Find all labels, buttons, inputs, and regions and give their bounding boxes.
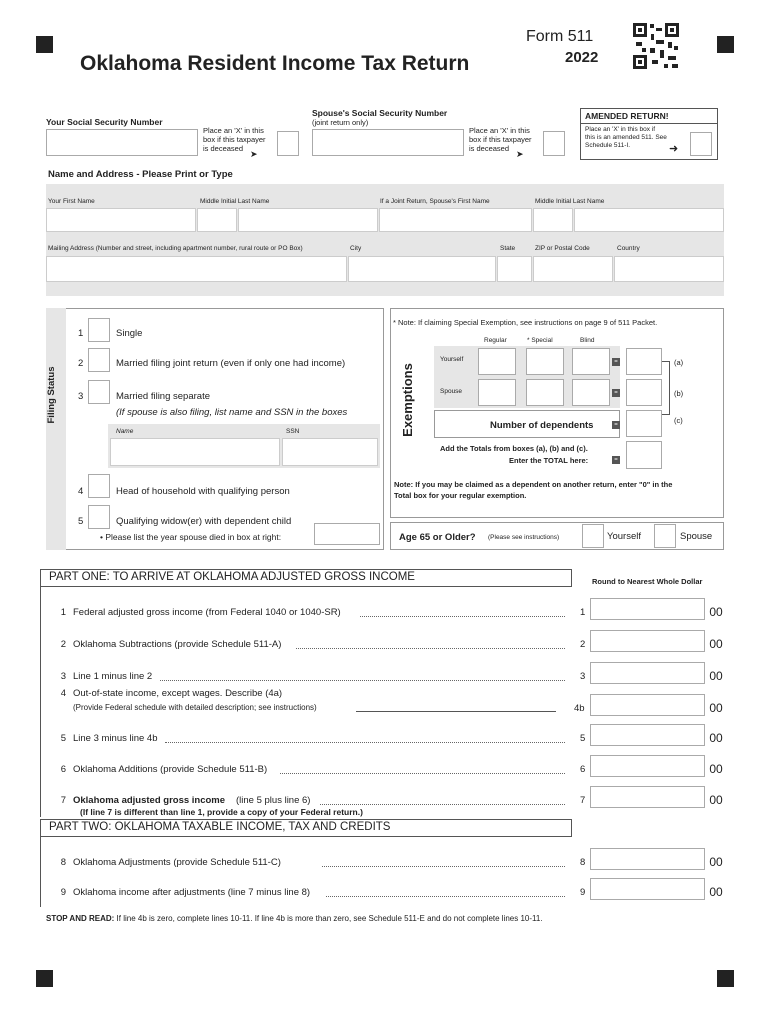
arrow-right-icon: ➤ — [250, 149, 258, 159]
line-7-label-rest: (line 5 plus line 6) — [236, 795, 311, 806]
first-name-label: Your First Name — [48, 198, 95, 205]
filing-status-side-label: Filing Status — [46, 366, 57, 424]
amended-checkbox[interactable] — [690, 132, 712, 156]
age-65-yourself-label: Yourself — [607, 531, 641, 542]
totals-instruction: Add the Totals from boxes (a), (b) and (c). — [440, 444, 588, 453]
leader-dots — [296, 648, 565, 649]
last-name-input[interactable] — [238, 208, 378, 232]
spouse-deceased-note: Place an 'X' in this box if this taxpayer is deceased — [469, 126, 532, 153]
qualifying-widow-label: Qualifying widow(er) with dependent child — [116, 516, 292, 527]
line-box-number: 2 — [580, 639, 586, 650]
total-bracket — [662, 361, 670, 415]
line-3-label: Line 1 minus line 2 — [73, 671, 153, 682]
line-4-note: (Provide Federal schedule with detailed description; see instructions) — [73, 703, 317, 712]
line-number: 3 — [60, 671, 66, 682]
equals-icon: = — [612, 358, 620, 366]
leader-dots — [280, 773, 565, 774]
middle-initial-input[interactable] — [197, 208, 237, 232]
spouse-first-name-input[interactable] — [379, 208, 532, 232]
exemption-total-input[interactable] — [626, 441, 662, 469]
line-6-label: Oklahoma Additions (provide Schedule 511-B) — [73, 764, 268, 775]
age-65-label: Age 65 or Older? — [399, 532, 476, 543]
filing-status-number: 1 — [78, 328, 84, 339]
head-household-label: Head of household with qualifying person — [116, 486, 290, 497]
line-number: 4 — [60, 688, 66, 699]
line-2-label: Oklahoma Subtractions (provide Schedule 511-A) — [73, 639, 282, 650]
line-4a-description-input[interactable] — [356, 711, 556, 712]
spouse-deceased-checkbox[interactable] — [543, 131, 565, 156]
leader-dots — [320, 804, 565, 805]
registration-mark — [36, 36, 53, 53]
your-ssn-input[interactable] — [46, 129, 198, 156]
your-ssn-label: Your Social Security Number — [46, 117, 163, 127]
stop-and-read-label: STOP AND READ: — [46, 914, 115, 923]
line-7-amount-input[interactable] — [590, 786, 705, 808]
spouse-middle-initial-input[interactable] — [533, 208, 573, 232]
line-7-note: (If line 7 is different than line 1, provide a copy of your Federal return.) — [80, 807, 363, 817]
line-box-number: 7 — [580, 795, 586, 806]
yourself-row-label: Yourself — [440, 356, 464, 363]
registration-mark — [717, 970, 734, 987]
yourself-special-input[interactable] — [526, 348, 564, 375]
spouse-first-label: If a Joint Return, Spouse's First Name — [380, 198, 490, 205]
line-9-amount-input[interactable] — [590, 878, 705, 900]
yourself-blind-input[interactable] — [572, 348, 610, 375]
leader-dots — [322, 866, 565, 867]
equals-icon: = — [612, 389, 620, 397]
filing-status-number: 2 — [78, 358, 84, 369]
line-4b-amount-input[interactable] — [590, 694, 705, 716]
state-input[interactable] — [497, 256, 532, 282]
qualifying-widow-checkbox[interactable] — [88, 505, 110, 529]
country-label: Country — [617, 245, 640, 252]
line-2-amount-input[interactable] — [590, 630, 705, 652]
part-one-rule — [40, 587, 41, 817]
cents-label: 00 — [709, 701, 723, 715]
single-label: Single — [116, 328, 143, 339]
line-number: 7 — [60, 795, 66, 806]
age-65-spouse-checkbox[interactable] — [654, 524, 676, 548]
spouse-regular-input[interactable] — [478, 379, 516, 406]
tag-b: (b) — [674, 389, 684, 398]
line-1-label: Federal adjusted gross income (from Federal 1040 or 1040-SR) — [73, 607, 341, 618]
form-year: 2022 — [565, 49, 599, 66]
part-two-rule — [40, 837, 41, 907]
exemption-b-total[interactable] — [626, 379, 662, 406]
spouse-ssn-label: Spouse's Social Security Number — [312, 108, 448, 118]
leader-dots — [326, 896, 565, 897]
form-title: Oklahoma Resident Income Tax Return — [80, 52, 470, 75]
married-separate-label: Married filing separate — [116, 391, 210, 402]
exemption-c-total[interactable] — [626, 410, 662, 437]
special-exemption-note: * Note: If claiming Special Exemption, see instructions on page 9 of 511 Packet. — [393, 318, 658, 327]
line-8-label: Oklahoma Adjustments (provide Schedule 511-C) — [73, 857, 281, 868]
state-label: State — [500, 245, 516, 252]
deceased-note: Place an 'X' in this box if this taxpayer is deceased — [203, 126, 266, 153]
equals-icon: = — [612, 421, 620, 429]
blind-col-label: Blind — [580, 337, 595, 344]
yourself-regular-input[interactable] — [478, 348, 516, 375]
deceased-checkbox[interactable] — [277, 131, 299, 156]
stop-and-read-text: If line 4b is zero, complete lines 10-11. If line 4b is more than zero, see Schedule 511-E and do not complete lines 10-11. — [116, 914, 543, 923]
part-two-header — [40, 819, 572, 837]
line-box-number: 1 — [580, 607, 586, 618]
spouse-middle-last-label: Middle Initial Last Name — [535, 198, 605, 205]
zip-input[interactable] — [533, 256, 613, 282]
arrow-right-icon: ➜ — [669, 143, 679, 155]
line-5-label: Line 3 minus line 4b — [73, 733, 158, 744]
cents-label: 00 — [709, 793, 723, 807]
leader-dots — [165, 742, 565, 743]
line-6-amount-input[interactable] — [590, 755, 705, 777]
first-name-input[interactable] — [46, 208, 196, 232]
spouse-name-input[interactable] — [110, 438, 280, 466]
dependent-note: Note: If you may be claimed as a dependent on another return, enter "0" in the — [394, 480, 673, 489]
line-8-amount-input[interactable] — [590, 848, 705, 870]
exemptions-side-label: Exemptions — [400, 363, 415, 437]
leader-dots — [360, 616, 565, 617]
head-household-checkbox[interactable] — [88, 474, 110, 498]
middle-last-label: Middle Initial Last Name — [200, 198, 270, 205]
age-65-sub: (Please see instructions) — [488, 534, 560, 541]
dependents-label: Number of dependents — [490, 420, 594, 431]
line-number: 9 — [60, 887, 66, 898]
mailing-label: Mailing Address (Number and street, including apartment number, rural route or PO Box) — [48, 245, 303, 252]
name-address-heading: Name and Address - Please Print or Type — [48, 169, 233, 180]
part-one-header — [40, 569, 572, 587]
line-5-amount-input[interactable] — [590, 724, 705, 746]
spouse-ssn-input[interactable] — [312, 129, 464, 156]
line-number: 8 — [60, 857, 66, 868]
spouse-blind-input[interactable] — [572, 379, 610, 406]
dependent-note-2: Total box for your regular exemption. — [394, 491, 527, 500]
equals-icon: = — [612, 456, 620, 464]
cents-label: 00 — [709, 637, 723, 651]
arrow-right-icon: ➤ — [516, 149, 524, 159]
line-7-label: Oklahoma adjusted gross income — [73, 795, 226, 806]
line-box-number: 6 — [580, 764, 586, 775]
spouse-row-label: Spouse — [440, 388, 463, 395]
totals-instruction-2: Enter the TOTAL here: — [509, 456, 589, 465]
regular-col-label: Regular — [484, 337, 507, 344]
line-box-number: 4b — [574, 703, 585, 714]
part-two-heading: PART TWO: OKLAHOMA TAXABLE INCOME, TAX AND CREDITS — [49, 821, 391, 833]
country-input[interactable] — [614, 256, 724, 282]
form-number: Form 511 — [526, 28, 594, 45]
spouse-died-note: • Please list the year spouse died in box at right: — [100, 532, 282, 542]
age-65-spouse-label: Spouse — [680, 531, 713, 542]
spouse-ssn-small-input[interactable] — [282, 438, 378, 466]
mailing-address-input[interactable] — [46, 256, 347, 282]
cents-label: 00 — [709, 762, 723, 776]
filing-status-number: 4 — [78, 486, 84, 497]
line-number: 2 — [60, 639, 66, 650]
single-checkbox[interactable] — [88, 318, 110, 342]
line-9-label: Oklahoma income after adjustments (line 7 minus line 8) — [73, 887, 311, 898]
city-label: City — [350, 245, 362, 252]
line-3-amount-input[interactable] — [590, 662, 705, 684]
age-65-yourself-checkbox[interactable] — [582, 524, 604, 548]
line-number: 1 — [60, 607, 66, 618]
spouse-name-label: Name — [116, 428, 134, 435]
line-number: 6 — [60, 764, 66, 775]
round-note: Round to Nearest Whole Dollar — [592, 577, 703, 586]
filing-status-number: 3 — [78, 391, 84, 402]
line-4-label: Out-of-state income, except wages. Describe (4a) — [73, 688, 283, 699]
line-box-number: 8 — [580, 857, 586, 868]
cents-label: 00 — [709, 885, 723, 899]
qr-code-icon — [632, 22, 680, 70]
filing-status-number: 5 — [78, 516, 84, 527]
spouse-ssn-small-label: SSN — [286, 428, 300, 435]
tag-c: (c) — [674, 416, 683, 425]
stop-and-read — [46, 914, 543, 923]
married-separate-note: (If spouse is also filing, list name and SSN in the boxes — [116, 407, 348, 418]
leader-dots — [160, 680, 565, 681]
amended-title: AMENDED RETURN! — [581, 109, 717, 124]
spouse-special-input[interactable] — [526, 379, 564, 406]
married-joint-label: Married filing joint return (even if only one had income) — [116, 358, 346, 369]
married-joint-checkbox[interactable] — [88, 348, 110, 372]
tag-a: (a) — [674, 358, 684, 367]
registration-mark — [36, 970, 53, 987]
city-input[interactable] — [348, 256, 496, 282]
amended-note: Place an 'X' in this box if this is an amended 511. See Schedule 511-I. — [585, 126, 667, 149]
cents-label: 00 — [709, 669, 723, 683]
registration-mark — [717, 36, 734, 53]
line-number: 5 — [60, 733, 66, 744]
cents-label: 00 — [709, 605, 723, 619]
spouse-last-name-input[interactable] — [574, 208, 724, 232]
line-box-number: 3 — [580, 671, 586, 682]
line-box-number: 5 — [580, 733, 586, 744]
part-one-heading: PART ONE: TO ARRIVE AT OKLAHOMA ADJUSTED GROSS INCOME — [49, 571, 415, 583]
married-separate-checkbox[interactable] — [88, 380, 110, 404]
spouse-died-year-input[interactable] — [314, 523, 380, 545]
cents-label: 00 — [709, 731, 723, 745]
exemption-a-total[interactable] — [626, 348, 662, 375]
line-1-amount-input[interactable] — [590, 598, 705, 620]
special-col-label: * Special — [527, 337, 553, 344]
zip-label: ZIP or Postal Code — [535, 245, 590, 252]
spouse-ssn-sub: (joint return only) — [312, 118, 369, 127]
line-box-number: 9 — [580, 887, 586, 898]
cents-label: 00 — [709, 855, 723, 869]
